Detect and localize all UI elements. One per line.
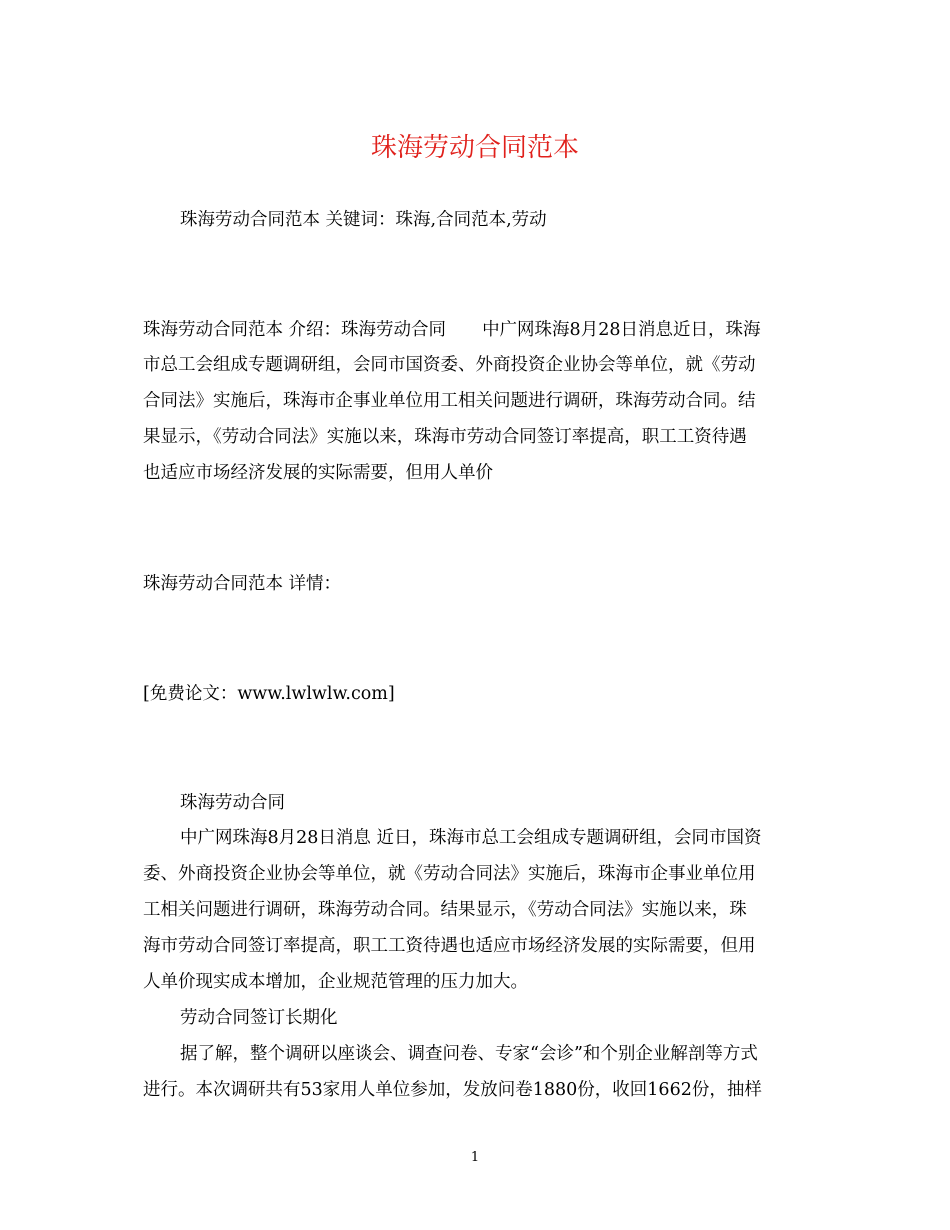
intro-text-1: 中广网珠海8月28日消息近日，珠海 bbox=[482, 320, 761, 340]
intro-line-2: 市总工会组成专题调研组，会同市国资委、外商投资企业协会等单位，就《劳动 bbox=[143, 355, 756, 375]
paragraph-2-line-2: 进行。本次调研共有53家用人单位参加，发放问卷1880份，收回1662份，抽样 bbox=[143, 1080, 762, 1100]
intro-line-4: 果显示，《劳动合同法》实施以来，珠海市劳动合同签订率提高，职工工资待遇 bbox=[143, 427, 747, 447]
document-title: 珠海劳动合同范本 bbox=[370, 133, 579, 163]
page-number: 1 bbox=[470, 1150, 480, 1165]
section-heading-1: 珠海劳动合同 bbox=[180, 793, 285, 813]
paragraph-2-line-1: 据了解，整个调研以座谈会、调查问卷、专家“会诊”和个别企业解剖等方式 bbox=[180, 1044, 758, 1064]
paragraph-1-line-2: 委、外商投资企业协会等单位，就《劳动合同法》实施后，珠海市企事业单位用 bbox=[143, 864, 756, 884]
paragraph-1-line-4: 海市劳动合同签订率提高，职工工资待遇也适应市场经济发展的实际需要，但用 bbox=[143, 936, 756, 956]
paragraph-1-line-5: 人单价现实成本增加，企业规范管理的压力加大。 bbox=[143, 972, 528, 992]
intro-line-1 bbox=[143, 318, 807, 342]
section-heading-2: 劳动合同签订长期化 bbox=[180, 1008, 338, 1028]
keywords-line: 珠海劳动合同范本 关键词：珠海,合同范本,劳动 bbox=[180, 210, 547, 230]
intro-line-3: 合同法》实施后，珠海市企事业单位用工相关问题进行调研，珠海劳动合同。结 bbox=[143, 391, 756, 411]
free-paper-link: [免费论文：www.lwlwlw.com] bbox=[143, 684, 395, 704]
paragraph-1-line-1: 中广网珠海8月28日消息 近日，珠海市总工会组成专题调研组，会同市国资 bbox=[180, 828, 762, 848]
details-label: 珠海劳动合同范本 详情： bbox=[143, 574, 342, 594]
paragraph-1-line-3: 工相关问题进行调研，珠海劳动合同。结果显示，《劳动合同法》实施以来，珠 bbox=[143, 900, 747, 920]
intro-line-5: 也适应市场经济发展的实际需要，但用人单价 bbox=[143, 463, 493, 483]
intro-lead: 珠海劳动合同范本 介绍：珠海劳动合同 bbox=[143, 320, 447, 340]
